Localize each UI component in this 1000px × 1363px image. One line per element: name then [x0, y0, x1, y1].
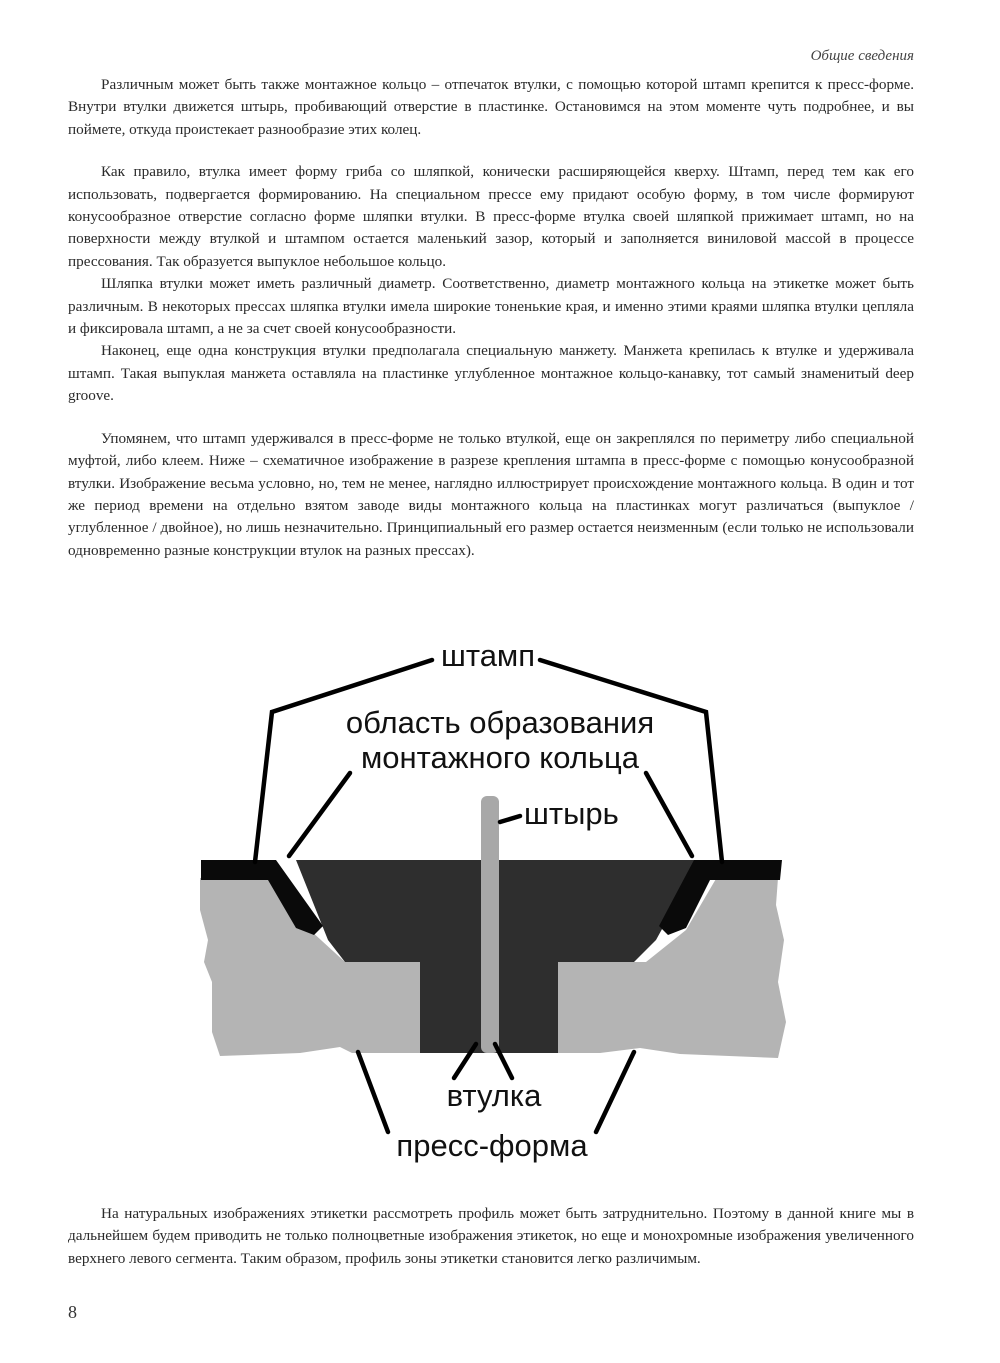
paragraph: Различным может быть также монтажное кольцо – отпечаток втулки, с помощью которой штамп крепится к пресс-форме. Внутри втулки движется штырь, пробивающий отверстие в пластинке. Остановимся на этом моменте чуть подробнее, и вы поймете, откуда проистекает разнообразие этих колец. — [68, 76, 914, 138]
page-number: 8 — [68, 1302, 77, 1322]
label-pin: штырь — [524, 796, 619, 831]
label-stamp: штамп — [440, 638, 536, 673]
paragraph: На натуральных изображениях этикетки рассмотреть профиль может быть затруднительно. Поэтому в данной книге мы в дальнейшем будем приводить не только полноцветные изображения этикеток, но еще и монохромные изображения увеличенного верхнего левого сегмента. Таким образом, профиль зоны этикетки становится легко различимым. — [68, 1205, 914, 1267]
label-ring-area-line1: область образования — [345, 705, 655, 740]
cross-section-diagram — [0, 630, 1000, 1190]
diagram-svg — [0, 630, 1000, 1190]
paragraph: Упомянем, что штамп удерживался в пресс-форме не только втулкой, еще он закреплялся по периметру либо специальной муфтой, либо клеем. Ниже – схематичное изображение в разрезе крепления штампа в пресс-форме с помощью конусообразной втулки. Изображение весьма условно, но, тем не менее, наглядно иллюстрирует происхождение монтажного кольца. В один и тот же период времени на отдельно взятом заводе виды монтажного кольца на пластинках могут различаться (выпуклое / углубленное / двойное), но лишь незначительно. Принципиальный его размер остается неизменным (если только не использовали одновременно разные конструкции втулок на разных прессах). — [68, 429, 914, 559]
leader-line — [289, 773, 350, 856]
paragraph: Как правило, втулка имеет форму гриба со шляпкой, конически расширяющейся кверху. Штамп, перед тем как его использовать, подвергается формированию. На специальном прессе ему придают особую форму, в том числе формируют конусообразное отверстие согласно форме шляпки втулки. В пресс-форме втулка своей шляпкой прижимает штамп, но на поверхности между втулкой и штампом остается маленький зазор, который и заполняется виниловой массой в процессе прессования. Так образуется выпуклое небольшое кольцо. — [68, 163, 914, 270]
label-sleeve: втулка — [446, 1078, 542, 1113]
leader-line — [500, 816, 520, 822]
text-block-bottom — [68, 1203, 914, 1270]
label-press-form: пресс-форма — [396, 1128, 588, 1163]
leader-line — [646, 773, 692, 856]
pin-shape — [481, 796, 499, 1053]
label-ring-area-line2: монтажного кольца — [360, 740, 640, 775]
leader-line — [358, 1052, 388, 1132]
paragraph: Наконец, еще одна конструкция втулки предполагала специальную манжету. Манжета крепилась к втулке и удерживала штамп. Такая выпуклая манжета оставляла на пластинке углубленное монтажное кольцо-канавку, тот самый знаменитый deep groove. — [68, 342, 914, 405]
paragraph: Шляпка втулки может иметь различный диаметр. Соответственно, диаметр монтажного кольца на этикетке может быть различным. В некоторых прессах шляпка втулки имела широкие тоненькие края, и именно этими краями шляпка втулки цепляла и фиксировала штамп, а не за счет своей конусообразности. — [68, 275, 914, 338]
text-block-top — [68, 74, 914, 562]
running-head: Общие сведения — [810, 48, 914, 64]
leader-line — [596, 1052, 634, 1132]
